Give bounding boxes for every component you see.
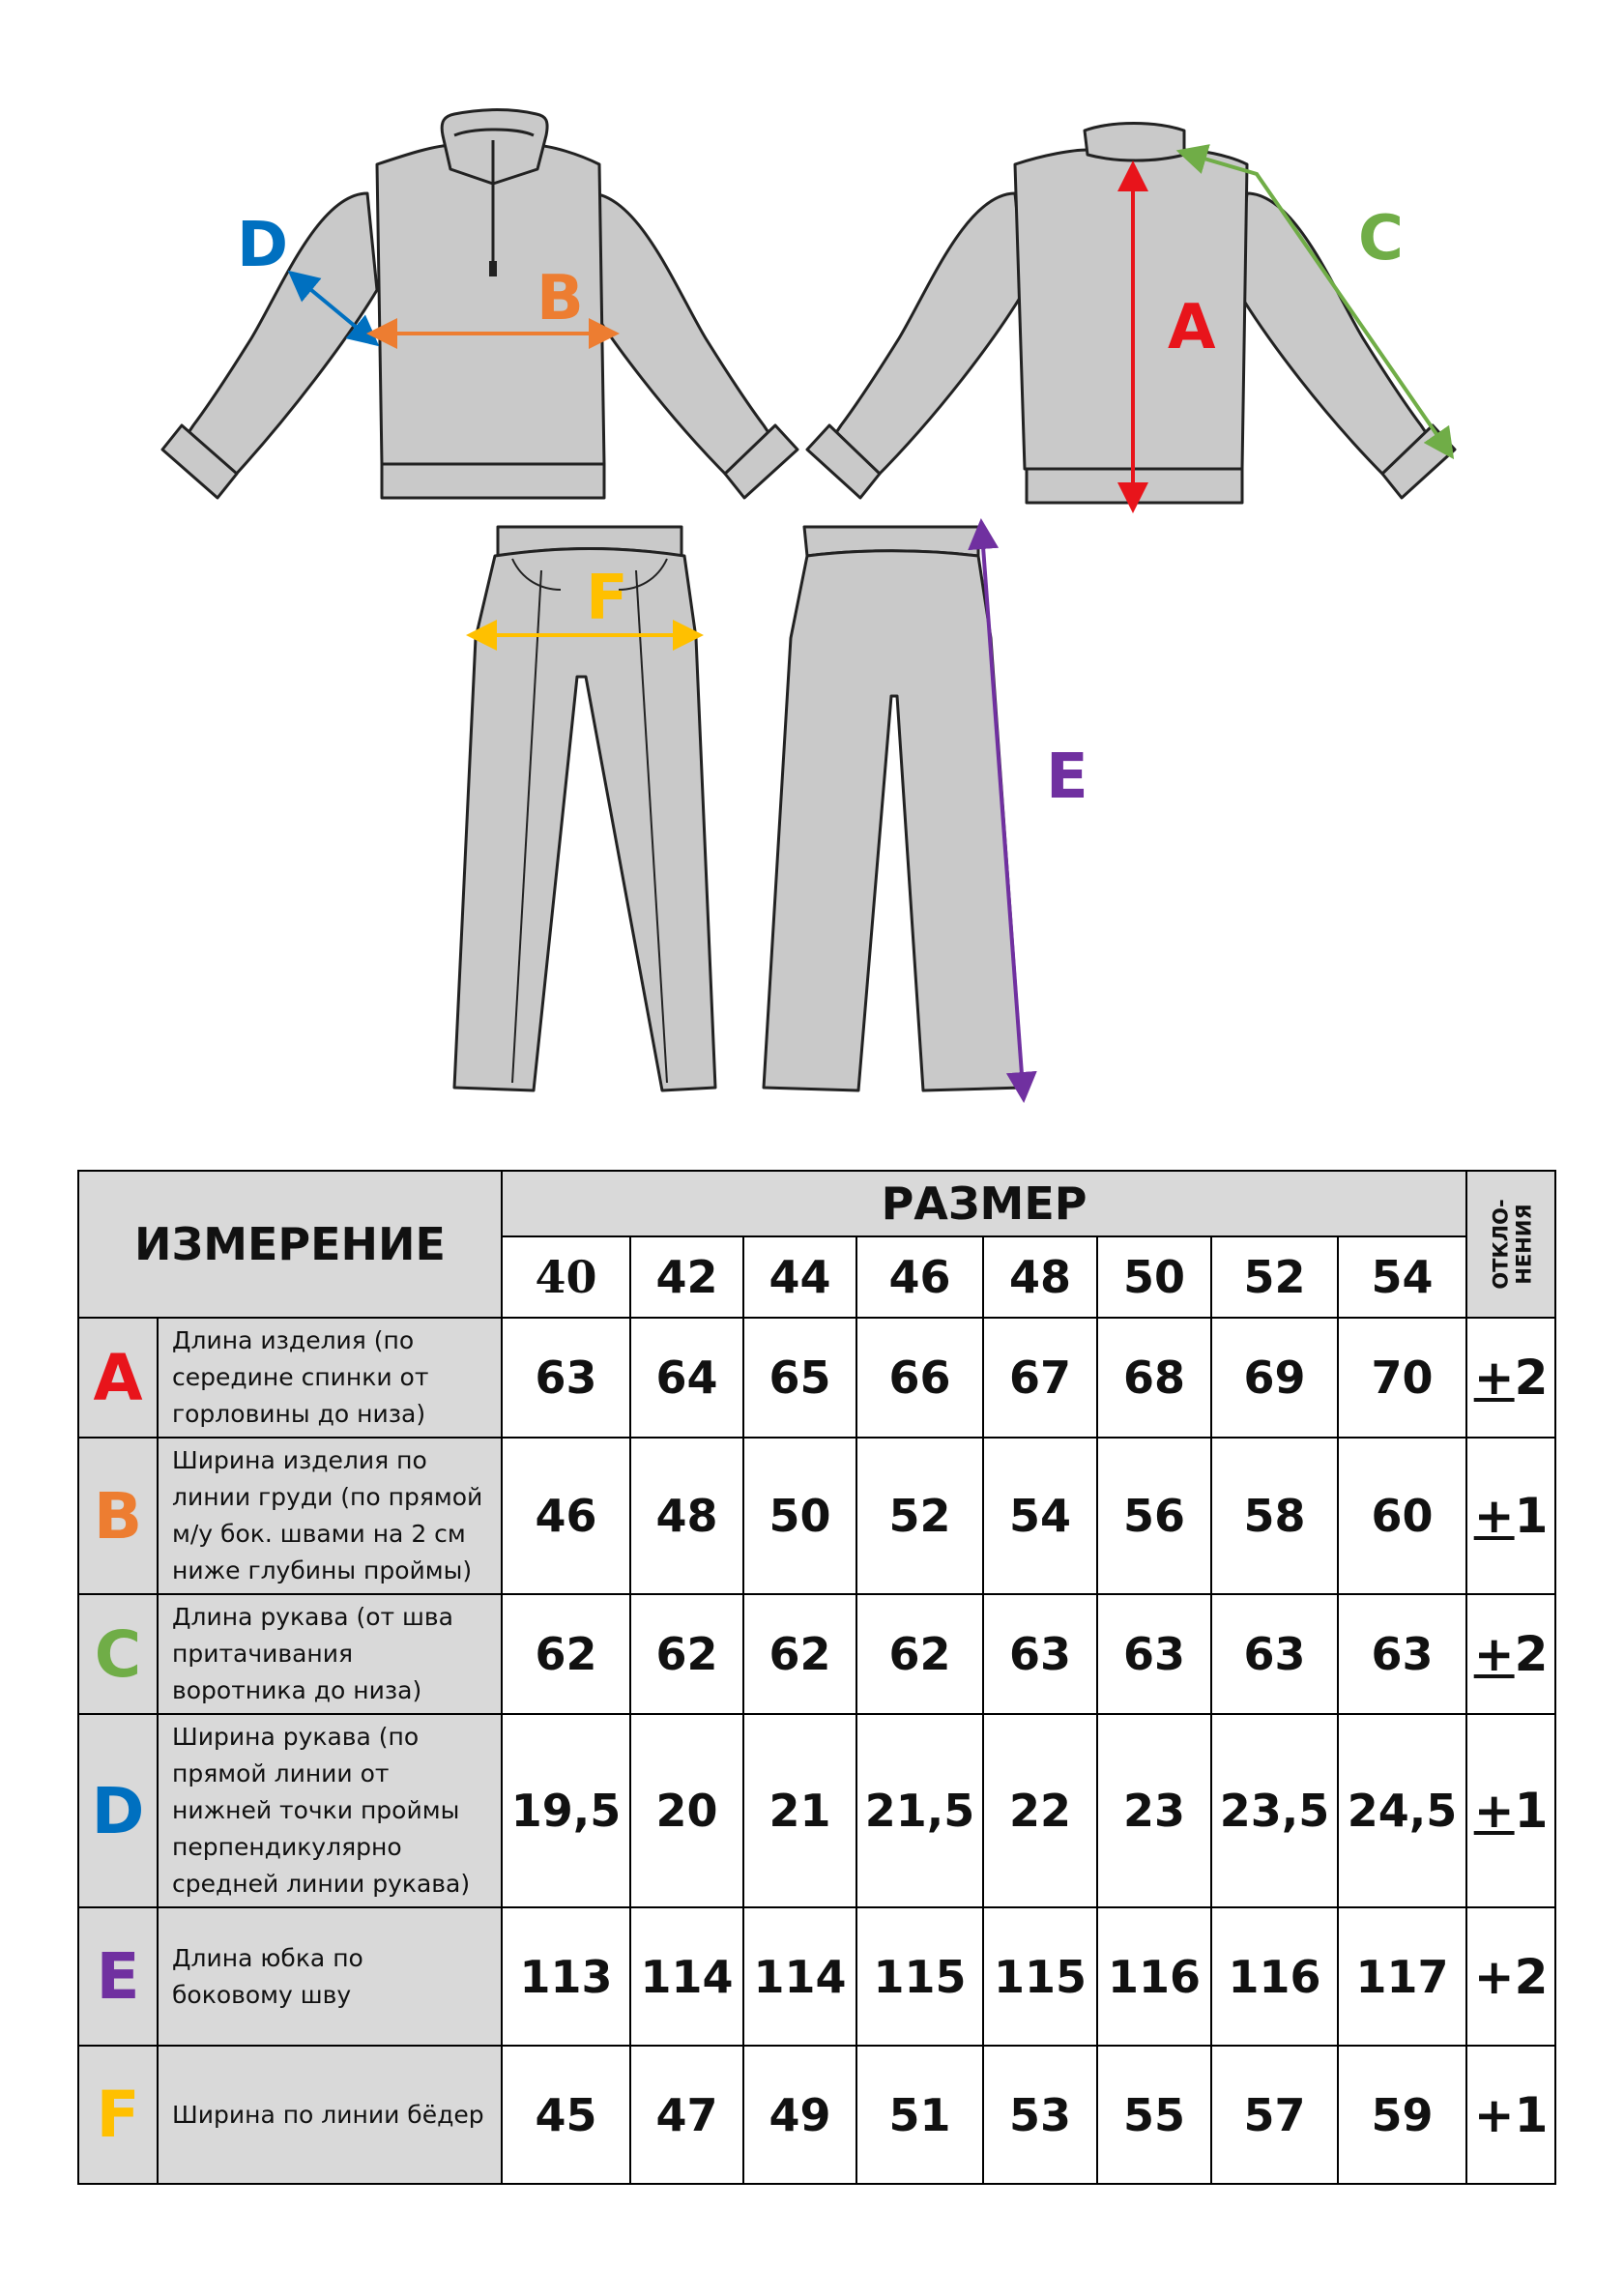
measurement-row-c: [78, 1594, 1555, 1714]
size-col: 46: [856, 1236, 983, 1318]
measurement-description: Длина изделия (по середине спинки от горловины до низа): [158, 1318, 502, 1438]
jacket-front-collar: [442, 110, 547, 185]
pants-front: [454, 527, 715, 1090]
measurement-value: 50: [743, 1438, 856, 1594]
size-table: [77, 1170, 1556, 2185]
deviation-value: [1466, 1318, 1555, 1438]
measurement-letter: F: [78, 2046, 158, 2184]
label-e: E: [1046, 741, 1088, 813]
deviation-sign: +: [1473, 1783, 1515, 1839]
measurement-value: 52: [856, 1438, 983, 1594]
measurement-description: Ширина рукава (по прямой линии от нижней точки проймы перпендикулярно средней линии рукава): [158, 1714, 502, 1907]
pants-front-legs: [454, 549, 715, 1091]
measurement-value: 69: [1211, 1318, 1338, 1438]
measurement-row-e: [78, 1907, 1555, 2046]
pants-back-legs: [764, 551, 1023, 1090]
measurement-value: 48: [630, 1438, 743, 1594]
measurement-value: 62: [502, 1594, 630, 1714]
measurement-value: 63: [1211, 1594, 1338, 1714]
deviation-sign: +: [1473, 1626, 1515, 1682]
measurement-value: 47: [630, 2046, 743, 2184]
measurement-value: 51: [856, 2046, 983, 2184]
deviation-value: [1466, 1594, 1555, 1714]
measurement-value: 45: [502, 2046, 630, 2184]
label-f: F: [586, 563, 628, 634]
measurement-value: 65: [743, 1318, 856, 1438]
size-col: 44: [743, 1236, 856, 1318]
measurement-letter: E: [78, 1907, 158, 2046]
deviation-value: [1466, 1907, 1555, 2046]
deviation-header-line: НЕНИЯ: [1512, 1204, 1536, 1285]
deviation-number: 2: [1514, 1626, 1549, 1682]
measurement-value: 67: [983, 1318, 1097, 1438]
measurement-value: 117: [1338, 1907, 1466, 2046]
jacket-front-hem: [382, 464, 604, 498]
jacket-front: [162, 110, 798, 499]
measurement-rows: [78, 1318, 1555, 2184]
measurement-value: 57: [1211, 2046, 1338, 2184]
size-col: 42: [630, 1236, 743, 1318]
measurement-value: 23,5: [1211, 1714, 1338, 1907]
measurement-value: 68: [1097, 1318, 1211, 1438]
deviation-number: 1: [1514, 2086, 1549, 2143]
deviation-value: [1466, 1438, 1555, 1594]
measurement-value: 66: [856, 1318, 983, 1438]
measurement-value: 63: [502, 1318, 630, 1438]
size-col: 52: [1211, 1236, 1338, 1318]
deviation-number: 1: [1514, 1488, 1549, 1544]
measurement-value: 115: [983, 1907, 1097, 2046]
measurement-value: 53: [983, 2046, 1097, 2184]
measurement-value: 115: [856, 1907, 983, 2046]
label-a: A: [1168, 292, 1216, 363]
measurement-value: 20: [630, 1714, 743, 1907]
measurement-value: 62: [630, 1594, 743, 1714]
jacket-back-collar: [1085, 124, 1184, 161]
measurement-value: 19,5: [502, 1714, 630, 1907]
measurement-row-f: [78, 2046, 1555, 2184]
pants-back: [764, 527, 1023, 1090]
deviation-number: 1: [1514, 1783, 1549, 1839]
deviation-sign: +: [1473, 2086, 1515, 2143]
measurement-value: 49: [743, 2046, 856, 2184]
measurement-letter: A: [78, 1318, 158, 1438]
measurement-value: 63: [1097, 1594, 1211, 1714]
deviation-value: [1466, 1714, 1555, 1907]
measurement-description: Длина юбка по боковому шву: [158, 1907, 502, 2046]
deviation-sign: +: [1473, 1350, 1515, 1406]
deviation-number: 2: [1514, 1948, 1549, 2005]
measurement-row-b: [78, 1438, 1555, 1594]
measurement-value: 60: [1338, 1438, 1466, 1594]
measurement-value: 21: [743, 1714, 856, 1907]
measurement-value: 62: [743, 1594, 856, 1714]
measurement-value: 70: [1338, 1318, 1466, 1438]
measurement-value: 63: [983, 1594, 1097, 1714]
size-col: 54: [1338, 1236, 1466, 1318]
zipper-pull: [489, 261, 497, 276]
deviation-header-text: [1490, 1199, 1536, 1289]
measurement-value: 21,5: [856, 1714, 983, 1907]
measurement-value: 58: [1211, 1438, 1338, 1594]
garment-diagram: [0, 0, 1624, 1121]
jacket-back-left-sleeve: [831, 193, 1025, 479]
measurement-value: 46: [502, 1438, 630, 1594]
measurement-value: 116: [1097, 1907, 1211, 2046]
measurement-row-d: [78, 1714, 1555, 1907]
measurement-header: ИЗМЕРЕНИЕ: [78, 1171, 502, 1318]
measurement-row-a: [78, 1318, 1555, 1438]
size-col: 40: [502, 1236, 630, 1318]
measurement-value: 62: [856, 1594, 983, 1714]
label-b: B: [536, 263, 584, 334]
measurement-value: 55: [1097, 2046, 1211, 2184]
measurement-value: 113: [502, 1907, 630, 2046]
size-col: 48: [983, 1236, 1097, 1318]
deviation-sign: +: [1473, 1948, 1515, 2005]
measurement-value: 114: [743, 1907, 856, 2046]
measurement-value: 22: [983, 1714, 1097, 1907]
measurement-letter: C: [78, 1594, 158, 1714]
measurement-value: 116: [1211, 1907, 1338, 2046]
deviation-value: [1466, 2046, 1555, 2184]
measurement-value: 114: [630, 1907, 743, 2046]
measurement-description: Ширина изделия по линии груди (по прямой м/у бок. швами на 2 см ниже глубины проймы): [158, 1438, 502, 1594]
measurement-value: 59: [1338, 2046, 1466, 2184]
measurement-value: 56: [1097, 1438, 1211, 1594]
measurement-value: 63: [1338, 1594, 1466, 1714]
jacket-front-right-sleeve: [580, 193, 773, 479]
size-header: РАЗМЕР: [502, 1171, 1466, 1236]
measurement-description: Длина рукава (от шва притачивания воротника до низа): [158, 1594, 502, 1714]
label-d: D: [237, 210, 289, 281]
deviation-sign: +: [1473, 1488, 1515, 1544]
measurement-description: Ширина по линии бёдер: [158, 2046, 502, 2184]
measurement-value: 23: [1097, 1714, 1211, 1907]
measurement-letter: B: [78, 1438, 158, 1594]
deviation-number: 2: [1514, 1350, 1549, 1406]
header-row-1: [78, 1171, 1555, 1236]
measurement-value: 64: [630, 1318, 743, 1438]
measurement-value: 24,5: [1338, 1714, 1466, 1907]
measurement-value: 54: [983, 1438, 1097, 1594]
deviation-header-line: ОТКЛО-: [1489, 1199, 1513, 1290]
label-c: C: [1358, 203, 1404, 275]
size-col: 50: [1097, 1236, 1211, 1318]
measurement-letter: D: [78, 1714, 158, 1907]
deviation-header: [1466, 1171, 1555, 1318]
